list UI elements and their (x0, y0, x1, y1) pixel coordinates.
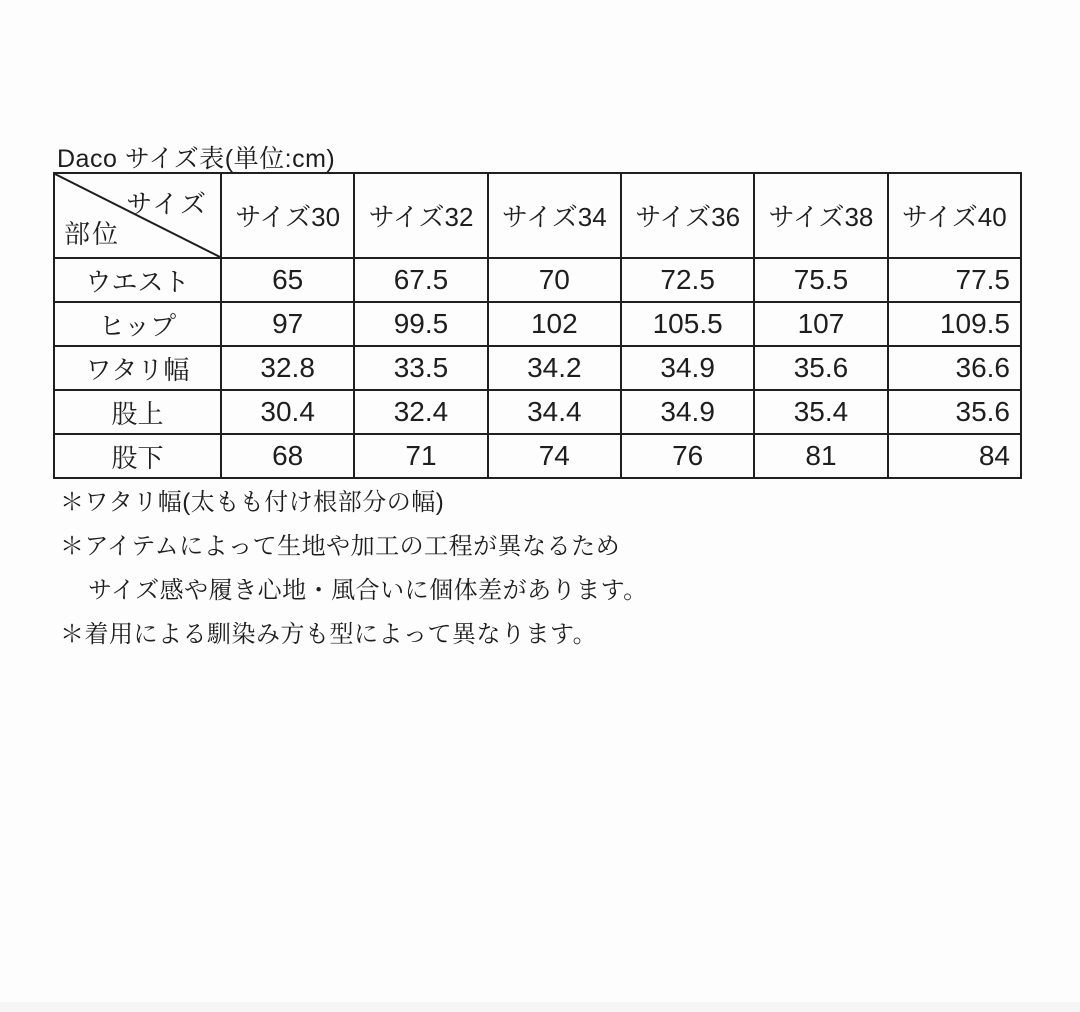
cell-value: 105.5 (621, 302, 754, 346)
row-label-hip: ヒップ (54, 302, 221, 346)
cell-value: 32.4 (354, 390, 487, 434)
cell-value: 34.9 (621, 346, 754, 390)
cell-value: 72.5 (621, 258, 754, 302)
table-row-rise (54, 390, 1021, 434)
column-header-size38: サイズ38 (754, 173, 887, 258)
cell-value: 74 (488, 434, 621, 478)
header-row (54, 173, 1021, 258)
footnote-thigh-width: ＊ワタリ幅(太もも付け根部分の幅) (60, 489, 445, 516)
bottom-edge-strip (0, 1002, 1080, 1012)
cell-value: 97 (221, 302, 354, 346)
column-header-size40: サイズ40 (888, 173, 1021, 258)
footnote-fabric-process: ＊アイテムによって生地や加工の工程が異なるため (60, 533, 621, 560)
column-header-size36: サイズ36 (621, 173, 754, 258)
table-row-hip (54, 302, 1021, 346)
column-header-size34: サイズ34 (488, 173, 621, 258)
cell-value: 65 (221, 258, 354, 302)
column-header-size30: サイズ30 (221, 173, 354, 258)
cell-value: 36.6 (888, 346, 1021, 390)
footnotes (60, 481, 648, 657)
cell-value: 77.5 (888, 258, 1021, 302)
cell-value: 34.9 (621, 390, 754, 434)
cell-value: 35.4 (754, 390, 887, 434)
cell-value: 68 (221, 434, 354, 478)
cell-value: 67.5 (354, 258, 487, 302)
corner-size-label: サイズ (126, 189, 208, 219)
size-table (53, 172, 1022, 479)
cell-value: 76 (621, 434, 754, 478)
column-header-size32: サイズ32 (354, 173, 487, 258)
footnote-fabric-process-cont: サイズ感や履き心地・風合いに個体差があります。 (88, 577, 648, 604)
cell-value: 34.2 (488, 346, 621, 390)
cell-value: 109.5 (888, 302, 1021, 346)
cell-value: 99.5 (354, 302, 487, 346)
cell-value: 75.5 (754, 258, 887, 302)
cell-value: 70 (488, 258, 621, 302)
row-label-rise: 股上 (54, 390, 221, 434)
cell-value: 84 (888, 434, 1021, 478)
row-label-thigh-width: ワタリ幅 (54, 346, 221, 390)
cell-value: 33.5 (354, 346, 487, 390)
page-title: Daco サイズ表(単位:cm) (57, 145, 336, 173)
cell-value: 34.4 (488, 390, 621, 434)
corner-part-label: 部位 (64, 219, 121, 249)
cell-value: 71 (354, 434, 487, 478)
table-row-thigh-width (54, 346, 1021, 390)
cell-value: 102 (488, 302, 621, 346)
corner-cell (54, 173, 221, 258)
cell-value: 107 (754, 302, 887, 346)
table-row-waist (54, 258, 1021, 302)
row-label-waist: ウエスト (54, 258, 221, 302)
cell-value: 35.6 (888, 390, 1021, 434)
cell-value: 30.4 (221, 390, 354, 434)
table-row-inseam (54, 434, 1021, 478)
footnote-wear-in: ＊着用による馴染み方も型によって異なります。 (60, 621, 598, 648)
cell-value: 32.8 (221, 346, 354, 390)
row-label-inseam: 股下 (54, 434, 221, 478)
cell-value: 35.6 (754, 346, 887, 390)
cell-value: 81 (754, 434, 887, 478)
